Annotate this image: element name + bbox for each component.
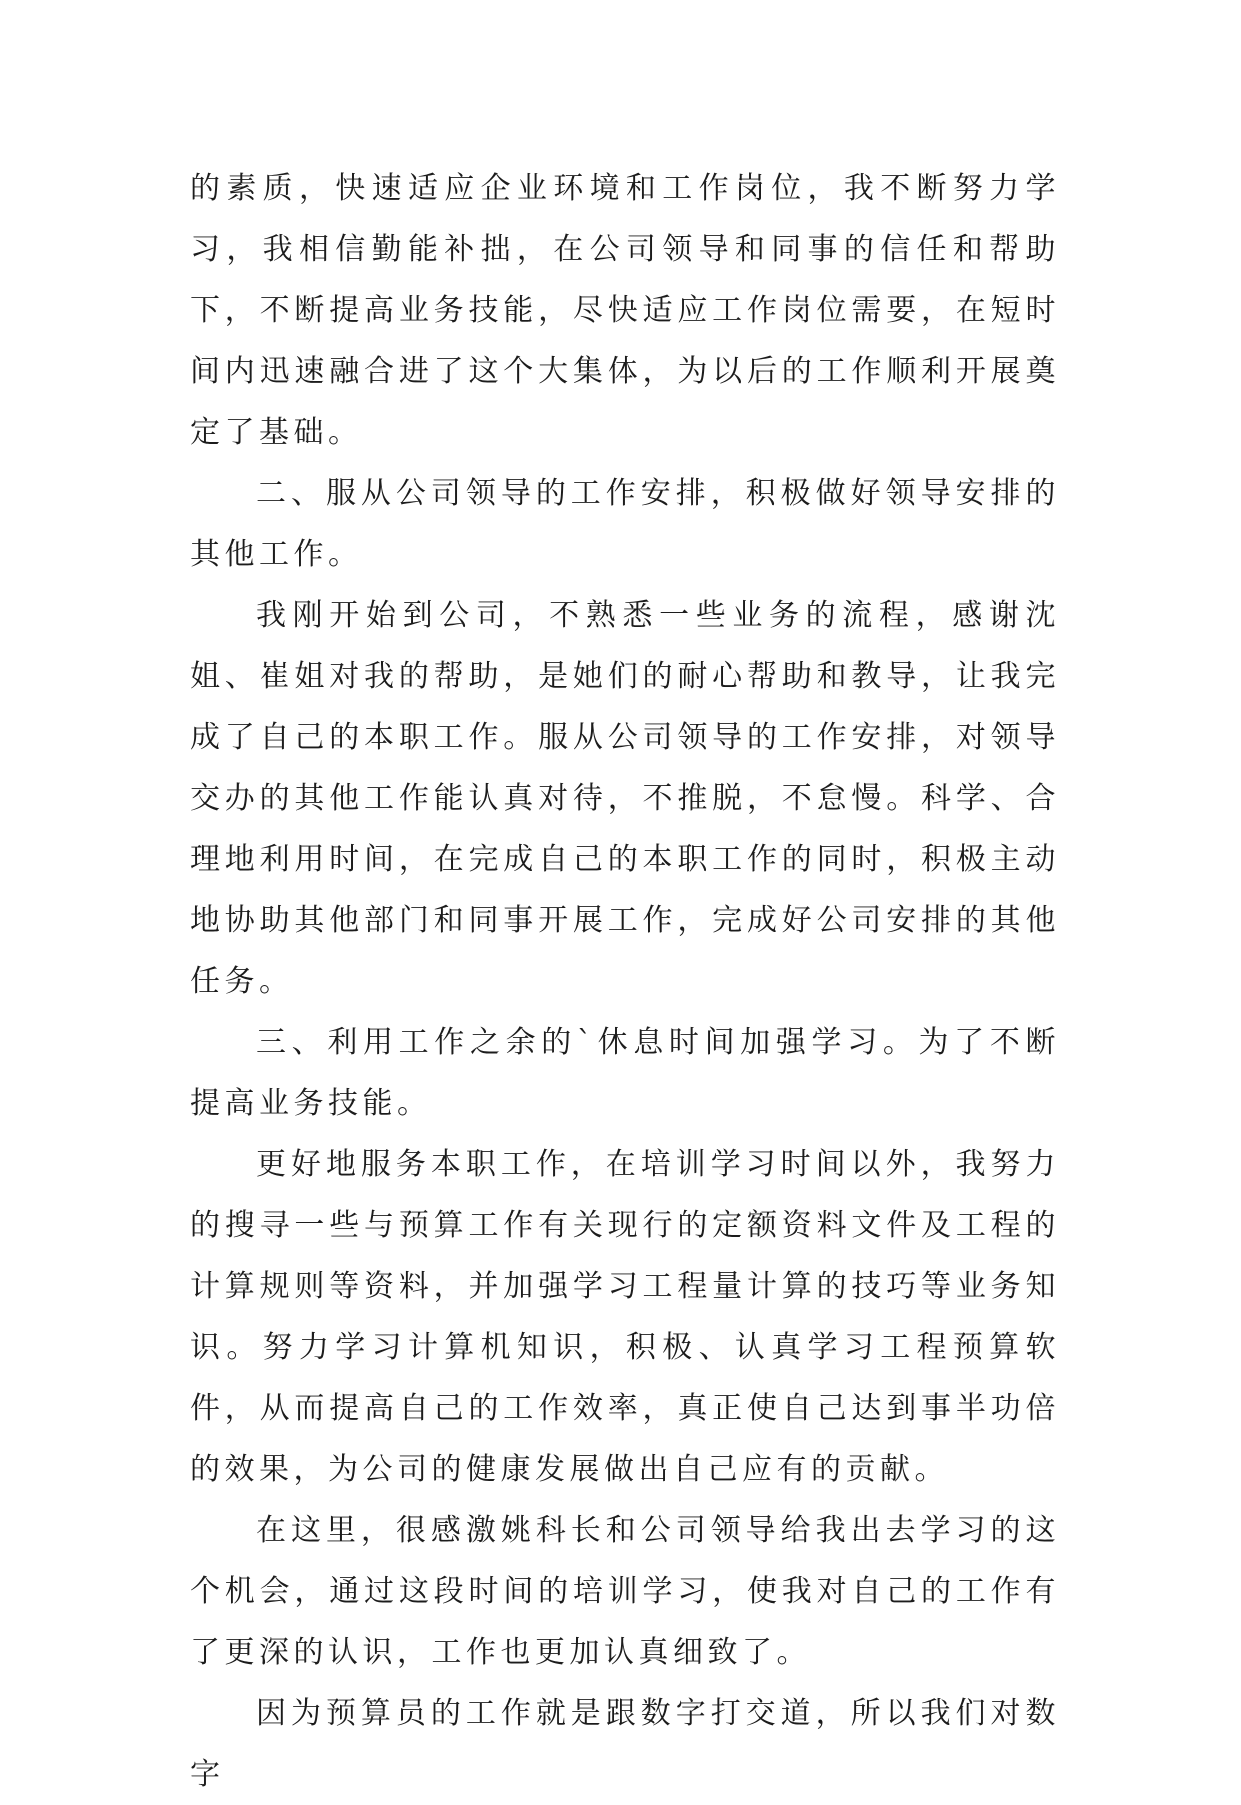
paragraph-1: 的素质，快速适应企业环境和工作岗位，我不断努力学习，我相信勤能补拙，在公司领导和同事的信任和帮助下，不断提高业务技能，尽快适应工作岗位需要，在短时间内迅速融合进了这个大集体，为以后的工作顺利开展奠定了基础。 bbox=[190, 171, 1060, 450]
paragraph-2-heading: 二、服从公司领导的工作安排，积极做好领导安排的其他工作。 bbox=[190, 476, 1060, 572]
paragraph-6: 在这里，很感激姚科长和公司领导给我出去学习的这个机会，通过这段时间的培训学习，使我对自己的工作有了更深的认识，工作也更加认真细致了。 bbox=[190, 1513, 1060, 1670]
paragraph-3: 我刚开始到公司，不熟悉一些业务的流程，感谢沈姐、崔姐对我的帮助，是她们的耐心帮助和教导，让我完成了自己的本职工作。服从公司领导的工作安排，对领导交办的其他工作能认真对待，不推脱，不怠慢。科学、合理地利用时间，在完成自己的本职工作的同时，积极主动地协助其他部门和同事开展工作，完成好公司安排的其他任务。 bbox=[190, 598, 1060, 999]
document-body bbox=[190, 158, 1060, 1805]
paragraph-7: 因为预算员的工作就是跟数字打交道，所以我们对数字 bbox=[190, 1696, 1060, 1792]
paragraph-4-heading: 三、利用工作之余的`休息时间加强学习。为了不断提高业务技能。 bbox=[190, 1025, 1060, 1121]
paragraph-5: 更好地服务本职工作，在培训学习时间以外，我努力的搜寻一些与预算工作有关现行的定额资料文件及工程的计算规则等资料，并加强学习工程量计算的技巧等业务知识。努力学习计算机知识，积极、认真学习工程预算软件，从而提高自己的工作效率，真正使自己达到事半功倍的效果，为公司的健康发展做出自己应有的贡献。 bbox=[190, 1147, 1060, 1487]
